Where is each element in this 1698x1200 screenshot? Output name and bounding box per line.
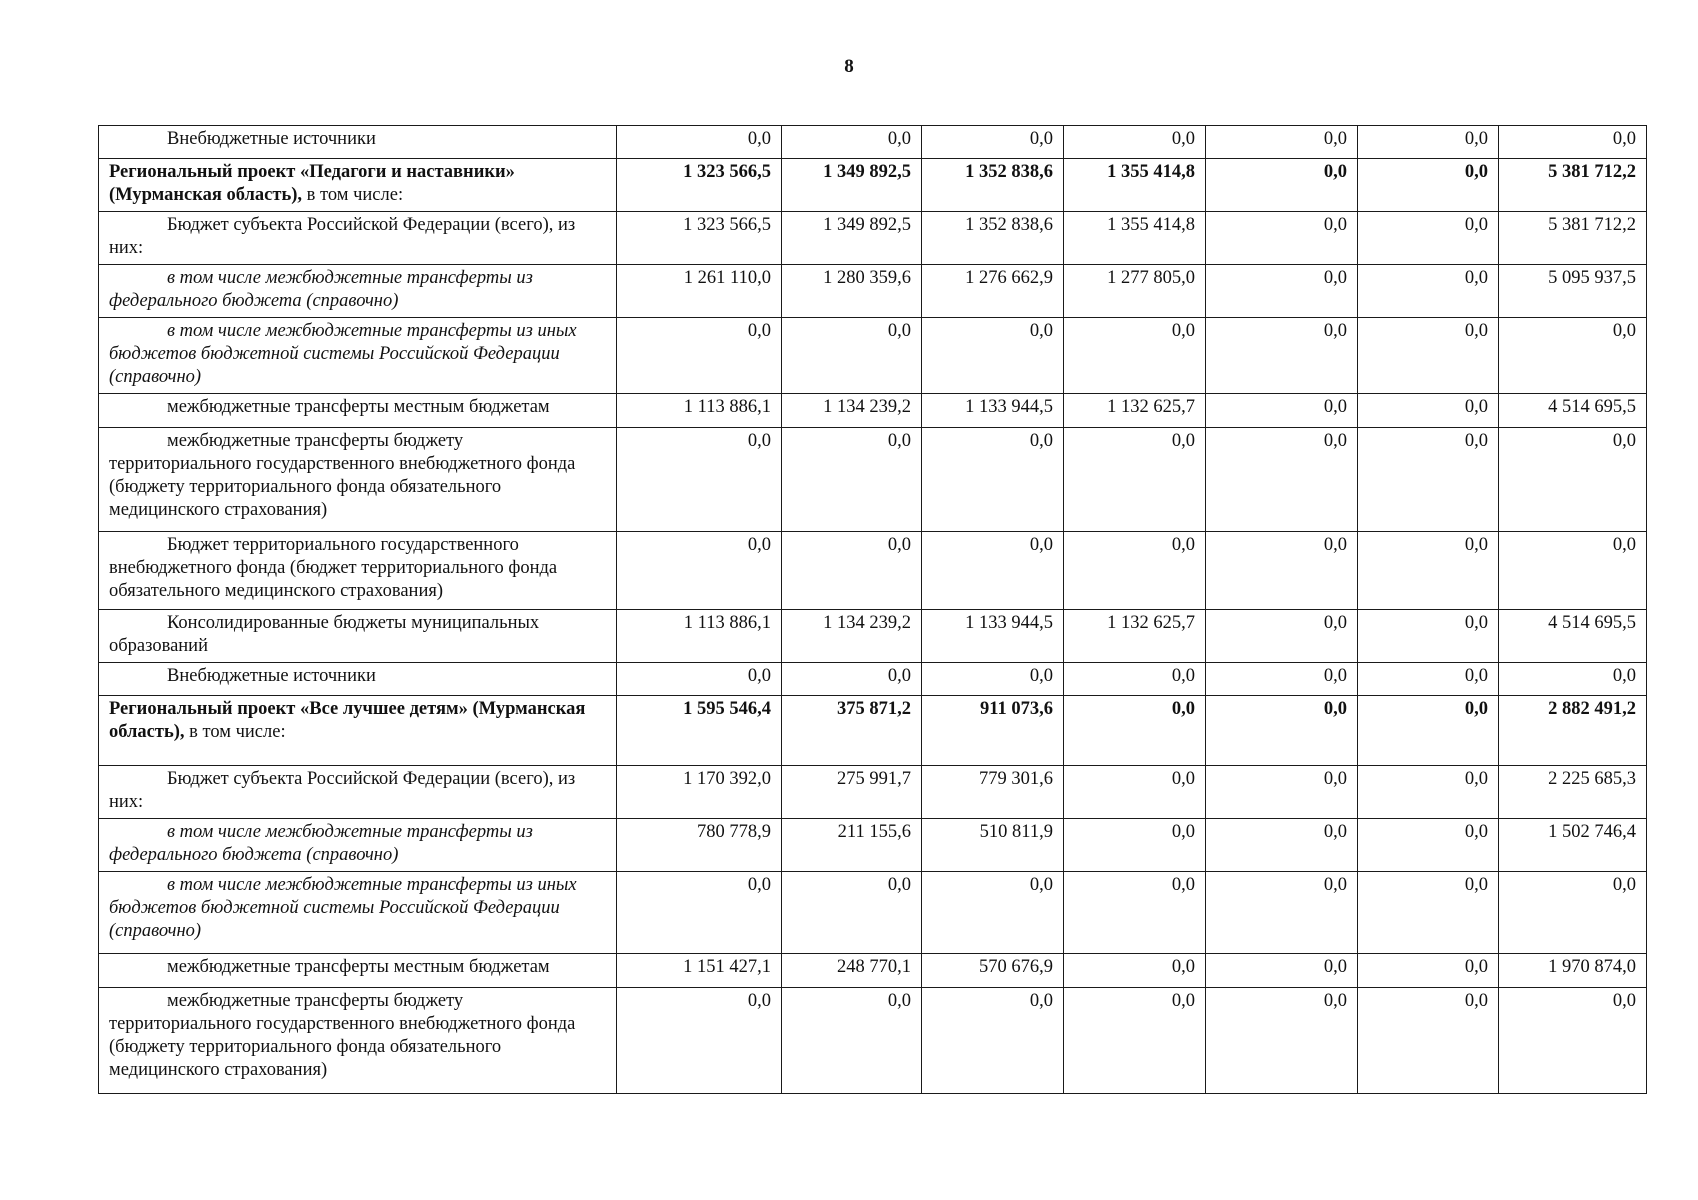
value-cell: 1 349 892,5 [782, 159, 922, 212]
value-cell: 0,0 [782, 126, 922, 159]
table-row [99, 212, 1647, 265]
value-cell: 0,0 [922, 532, 1064, 610]
value-cell: 4 514 695,5 [1499, 610, 1647, 663]
value-cell: 0,0 [1358, 428, 1499, 532]
row-label: Бюджет субъекта Российской Федерации (всего), из них: [109, 769, 576, 812]
value-cell: 0,0 [922, 428, 1064, 532]
value-cell: 0,0 [922, 318, 1064, 394]
value-cell: 0,0 [617, 663, 782, 696]
value-cell: 0,0 [1358, 766, 1499, 819]
value-cell: 570 676,9 [922, 954, 1064, 988]
row-label: Региональный проект «Педагоги и наставники» (Мурманская область), [109, 162, 515, 205]
table-row [99, 819, 1647, 872]
value-cell: 1 355 414,8 [1064, 159, 1206, 212]
row-label: межбюджетные трансферты местным бюджетам [167, 397, 550, 417]
value-cell: 1 113 886,1 [617, 394, 782, 428]
value-cell: 1 502 746,4 [1499, 819, 1647, 872]
row-label: Региональный проект «Все лучшее детям» (Мурманская область), [109, 699, 586, 742]
value-cell: 0,0 [1206, 265, 1358, 318]
table-row [99, 663, 1647, 696]
value-cell: 0,0 [1358, 872, 1499, 954]
value-cell: 0,0 [1206, 872, 1358, 954]
row-label-cell [99, 988, 617, 1094]
value-cell: 1 280 359,6 [782, 265, 922, 318]
value-cell: 0,0 [922, 872, 1064, 954]
row-label: межбюджетные трансферты местным бюджетам [167, 957, 550, 977]
value-cell: 1 261 110,0 [617, 265, 782, 318]
value-cell: 0,0 [1358, 159, 1499, 212]
row-label-cell [99, 265, 617, 318]
value-cell: 0,0 [617, 532, 782, 610]
value-cell: 0,0 [782, 428, 922, 532]
row-label-cell [99, 126, 617, 159]
row-label: Консолидированные бюджеты муниципальных образований [109, 613, 540, 656]
value-cell: 5 381 712,2 [1499, 159, 1647, 212]
value-cell: 0,0 [1358, 988, 1499, 1094]
value-cell: 0,0 [1206, 696, 1358, 766]
value-cell: 0,0 [1499, 532, 1647, 610]
row-label-cell [99, 159, 617, 212]
table-row [99, 318, 1647, 394]
value-cell: 0,0 [617, 872, 782, 954]
table-row [99, 126, 1647, 159]
value-cell: 0,0 [1358, 265, 1499, 318]
row-label-cell [99, 532, 617, 610]
value-cell: 0,0 [1358, 318, 1499, 394]
row-label: в том числе межбюджетные трансферты из иных бюджетов бюджетной системы Российской Федерации (справочно) [109, 321, 577, 387]
value-cell: 0,0 [782, 663, 922, 696]
value-cell: 510 811,9 [922, 819, 1064, 872]
value-cell: 0,0 [1064, 766, 1206, 819]
value-cell: 2 882 491,2 [1499, 696, 1647, 766]
value-cell: 1 595 546,4 [617, 696, 782, 766]
value-cell: 2 225 685,3 [1499, 766, 1647, 819]
value-cell: 1 134 239,2 [782, 394, 922, 428]
row-label: в том числе межбюджетные трансферты из федерального бюджета (справочно) [109, 268, 533, 311]
row-label: межбюджетные трансферты бюджету территориального государственного внебюджетного фонда (бюджету территориального фонда обязательного медицинского страхования) [109, 991, 576, 1080]
value-cell: 0,0 [1499, 988, 1647, 1094]
value-cell: 0,0 [1358, 532, 1499, 610]
table-row [99, 265, 1647, 318]
value-cell: 0,0 [1499, 428, 1647, 532]
value-cell: 0,0 [922, 126, 1064, 159]
value-cell: 1 132 625,7 [1064, 610, 1206, 663]
value-cell: 0,0 [1358, 394, 1499, 428]
value-cell: 5 381 712,2 [1499, 212, 1647, 265]
budget-table [98, 125, 1647, 1094]
value-cell: 0,0 [1358, 954, 1499, 988]
value-cell: 0,0 [1064, 696, 1206, 766]
table-row [99, 428, 1647, 532]
value-cell: 375 871,2 [782, 696, 922, 766]
value-cell: 779 301,6 [922, 766, 1064, 819]
row-label-cell [99, 766, 617, 819]
value-cell: 0,0 [1499, 663, 1647, 696]
value-cell: 0,0 [1358, 126, 1499, 159]
value-cell: 0,0 [1064, 126, 1206, 159]
value-cell: 0,0 [1064, 819, 1206, 872]
value-cell: 0,0 [617, 126, 782, 159]
value-cell: 0,0 [922, 988, 1064, 1094]
value-cell: 0,0 [1358, 610, 1499, 663]
value-cell: 5 095 937,5 [1499, 265, 1647, 318]
value-cell: 1 355 414,8 [1064, 212, 1206, 265]
value-cell: 0,0 [922, 663, 1064, 696]
value-cell: 0,0 [1206, 318, 1358, 394]
table-row [99, 872, 1647, 954]
value-cell: 1 277 805,0 [1064, 265, 1206, 318]
value-cell: 0,0 [1064, 988, 1206, 1094]
value-cell: 1 133 944,5 [922, 610, 1064, 663]
value-cell: 1 323 566,5 [617, 212, 782, 265]
value-cell: 0,0 [1206, 532, 1358, 610]
value-cell: 0,0 [782, 318, 922, 394]
value-cell: 0,0 [1358, 212, 1499, 265]
value-cell: 0,0 [1064, 872, 1206, 954]
row-label-cell [99, 318, 617, 394]
value-cell: 0,0 [1064, 318, 1206, 394]
value-cell: 0,0 [1206, 428, 1358, 532]
row-label: Бюджет субъекта Российской Федерации (всего), из них: [109, 215, 576, 258]
value-cell: 0,0 [1064, 663, 1206, 696]
value-cell: 1 151 427,1 [617, 954, 782, 988]
value-cell: 0,0 [1064, 428, 1206, 532]
value-cell: 248 770,1 [782, 954, 922, 988]
value-cell: 0,0 [617, 318, 782, 394]
table-row [99, 394, 1647, 428]
value-cell: 0,0 [1206, 988, 1358, 1094]
table-row [99, 988, 1647, 1094]
value-cell: 0,0 [1358, 819, 1499, 872]
row-label-cell [99, 696, 617, 766]
row-label-suffix: в том числе: [184, 722, 286, 742]
row-label-cell [99, 212, 617, 265]
value-cell: 0,0 [1499, 872, 1647, 954]
table-row [99, 696, 1647, 766]
value-cell: 0,0 [1206, 212, 1358, 265]
value-cell: 0,0 [1064, 532, 1206, 610]
value-cell: 4 514 695,5 [1499, 394, 1647, 428]
value-cell: 1 970 874,0 [1499, 954, 1647, 988]
value-cell: 1 113 886,1 [617, 610, 782, 663]
value-cell: 0,0 [782, 872, 922, 954]
row-label: Бюджет территориального государственного внебюджетного фонда (бюджет территориального фонда обязательного медицинского страхования) [109, 535, 558, 601]
value-cell: 780 778,9 [617, 819, 782, 872]
value-cell: 0,0 [1206, 766, 1358, 819]
value-cell: 0,0 [1206, 126, 1358, 159]
value-cell: 0,0 [1206, 394, 1358, 428]
row-label: межбюджетные трансферты бюджету территориального государственного внебюджетного фонда (бюджету территориального фонда обязательного медицинского страхования) [109, 431, 576, 520]
value-cell: 0,0 [617, 428, 782, 532]
table-body [99, 126, 1647, 1094]
value-cell: 0,0 [782, 532, 922, 610]
table-row [99, 954, 1647, 988]
row-label-cell [99, 428, 617, 532]
value-cell: 211 155,6 [782, 819, 922, 872]
value-cell: 1 133 944,5 [922, 394, 1064, 428]
value-cell: 0,0 [1206, 954, 1358, 988]
row-label-cell [99, 819, 617, 872]
page-number: 8 [844, 56, 854, 77]
value-cell: 1 352 838,6 [922, 212, 1064, 265]
value-cell: 1 170 392,0 [617, 766, 782, 819]
value-cell: 911 073,6 [922, 696, 1064, 766]
table-row [99, 766, 1647, 819]
row-label-cell [99, 872, 617, 954]
value-cell: 1 352 838,6 [922, 159, 1064, 212]
row-label: в том числе межбюджетные трансферты из федерального бюджета (справочно) [109, 822, 533, 865]
value-cell: 0,0 [1358, 696, 1499, 766]
table-row [99, 610, 1647, 663]
value-cell: 275 991,7 [782, 766, 922, 819]
value-cell: 0,0 [1499, 126, 1647, 159]
value-cell: 1 134 239,2 [782, 610, 922, 663]
row-label-cell [99, 394, 617, 428]
row-label-cell [99, 954, 617, 988]
value-cell: 0,0 [617, 988, 782, 1094]
value-cell: 1 323 566,5 [617, 159, 782, 212]
value-cell: 0,0 [1206, 159, 1358, 212]
row-label-suffix: в том числе: [302, 185, 404, 205]
value-cell: 0,0 [1206, 610, 1358, 663]
row-label: Внебюджетные источники [167, 129, 376, 149]
value-cell: 1 132 625,7 [1064, 394, 1206, 428]
row-label: в том числе межбюджетные трансферты из иных бюджетов бюджетной системы Российской Федерации (справочно) [109, 875, 577, 941]
table-row [99, 159, 1647, 212]
row-label-cell [99, 610, 617, 663]
value-cell: 1 349 892,5 [782, 212, 922, 265]
table-row [99, 532, 1647, 610]
value-cell: 0,0 [1206, 819, 1358, 872]
value-cell: 0,0 [782, 988, 922, 1094]
row-label-cell [99, 663, 617, 696]
value-cell: 0,0 [1499, 318, 1647, 394]
value-cell: 0,0 [1206, 663, 1358, 696]
value-cell: 0,0 [1358, 663, 1499, 696]
value-cell: 0,0 [1064, 954, 1206, 988]
value-cell: 1 276 662,9 [922, 265, 1064, 318]
row-label: Внебюджетные источники [167, 666, 376, 686]
